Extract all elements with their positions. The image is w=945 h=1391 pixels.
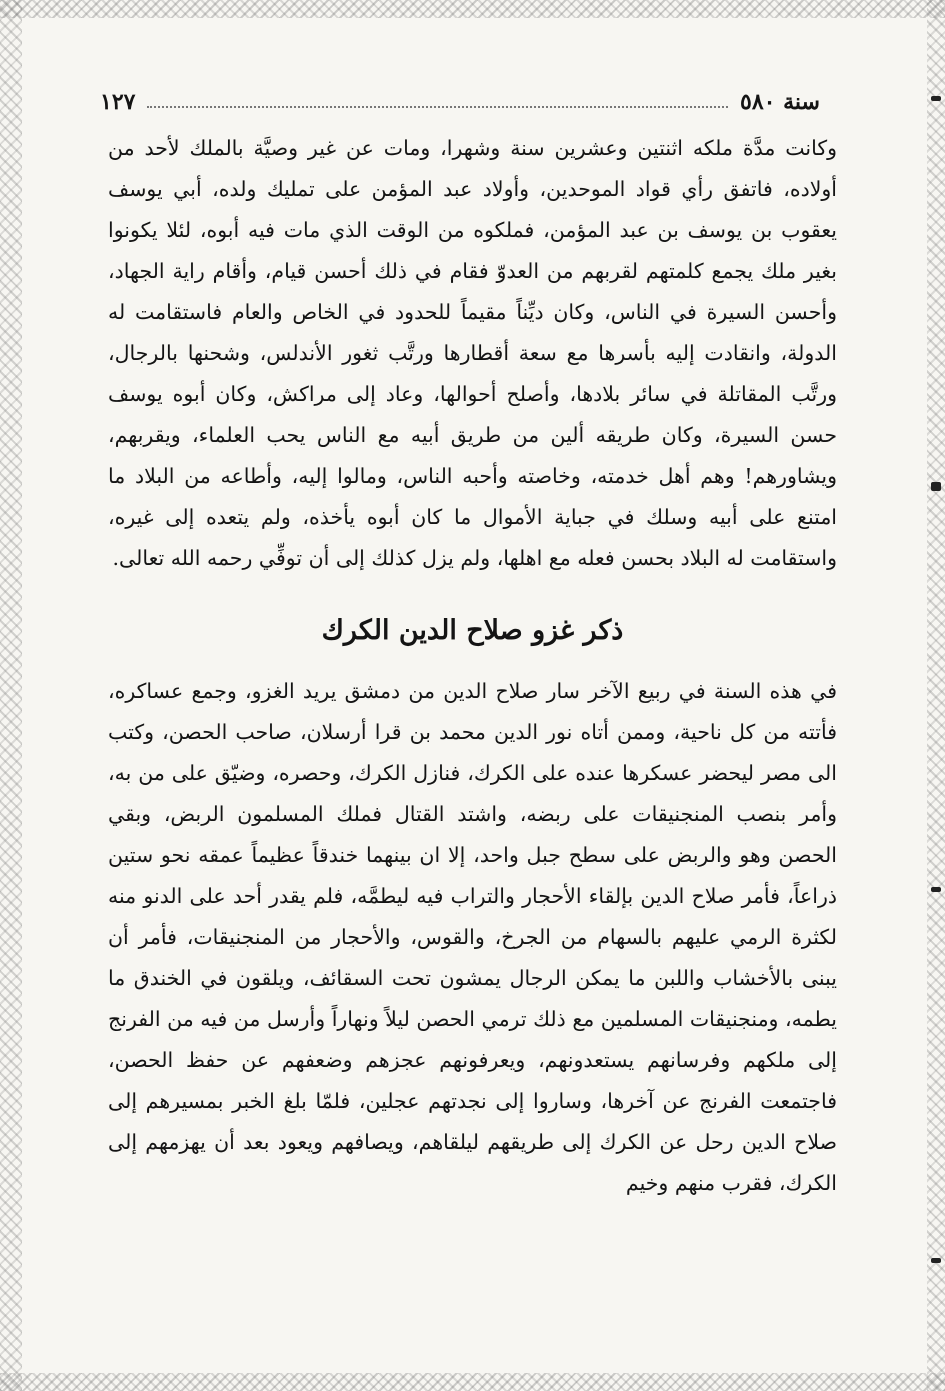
page-header bbox=[100, 86, 820, 118]
page-number: ١٢٧ bbox=[100, 89, 136, 115]
paragraph: وكانت مدَّة ملكه اثنتين وعشرين سنة وشهرا، ومات عن غير وصيَّة بالملك لأحد من أولاده، فاتفق رأي قواد الموحدين، وأولاد عبد المؤمن على تمليك ولده، أبي يوسف يعقوب بن يوسف بن عبد المؤمن، فملكوه من الوقت الذي مات فيه أبوه، لئلا يكونوا بغير ملك يجمع كلمتهم لقربهم من العدوّ فقام في ذلك أحسن قيام، وأقام راية الجهاد، وأحسن السيرة في الناس، وكان ديِّناً مقيماً للحدود في الخاص والعام فاستقامت له الدولة، وانقادت إليه بأسرها مع سعة أقطارها ورتَّب ثغور الأندلس، وشحنها بالرجال، ورتَّب المقاتلة في سائر بلادها، وأصلح أحوالها، وعاد إلى مراكش، وكان أبوه يوسف حسن السيرة، وكان طريقه ألين من طريق أبيه مع الناس يحب العلماء، ويقربهم، ويشاورهم! وهم أهل خدمته، وخاصته وأحبه الناس، ومالوا إليه، وأطاعه من البلاد ما امتنع على أبيه وسلك في جباية الأموال ما كان أبوه يأخذه، ولم يتعده إلى غيره، واستقامت له البلاد بحسن فعله مع اهلها، ولم يزل كذلك إلى أن توفِّي رحمه الله تعالى. bbox=[108, 136, 837, 570]
bottom-ornament-border bbox=[0, 1373, 945, 1391]
header-dotted-rule bbox=[147, 106, 728, 108]
edge-mark bbox=[931, 887, 941, 892]
paragraph: في هذه السنة في ربيع الآخر سار صلاح الدين من دمشق يريد الغزو، وجمع عساكره، فأتته من كل ناحية، وممن أتاه نور الدين محمد بن قرا أرسلان، صاحب الحصن، وكتب الى مصر ليحضر عسكرها عنده على الكرك، فنازل الكرك، وحصره، وضيّق على من به، وأمر بنصب المنجنيقات على ربضه، واشتد القتال فملك المسلمون الربض، وبقي الحصن وهو والربض على سطح جبل واحد، إلا ان بينهما خندقاً عظيماً عمقه نحو ستين ذراعاً، فأمر صلاح الدين بإلقاء الأحجار والتراب فيه ليطمَّه، فلم يقدر أحد على الدنو منه لكثرة الرمي عليهم بالسهام من الجرخ، والقوس، والأحجار من المنجنيقات، فأمر أن يبنى بالأخشاب واللبن ما يمكن الرجال يمشون تحت السقائف، ويلقون في الخندق ما يطمه، ومنجنيقات المسلمين مع ذلك ترمي الحصن ليلاً ونهاراً وأرسل من فيه من الفرنج إلى ملكهم وفرسانهم يستعدونهم، ويعرفونهم عجزهم وضعفهم عن حفظ الحصن، فاجتمعت الفرنج عن آخرها، وساروا إلى نجدتهم عجلين، فلمّا بلغ الخبر بمسيرهم إلى صلاح الدين رحل عن الكرك إلى طريقهم ليلقاهم، ويصافهم ويعود بعد أن يهزمهم إلى الكرك، فقرب منهم وخيم bbox=[108, 679, 837, 1195]
edge-mark bbox=[931, 1258, 941, 1263]
left-ornament-border bbox=[0, 0, 22, 1391]
top-ornament-border bbox=[0, 0, 945, 18]
section-title: ذكر غزو صلاح الدين الكرك bbox=[321, 615, 624, 646]
right-ornament-border bbox=[927, 0, 945, 1391]
page-body bbox=[108, 128, 837, 1204]
edge-mark bbox=[931, 482, 941, 491]
edge-mark bbox=[931, 96, 941, 101]
running-head: سنة ٥٨٠ bbox=[740, 89, 820, 115]
